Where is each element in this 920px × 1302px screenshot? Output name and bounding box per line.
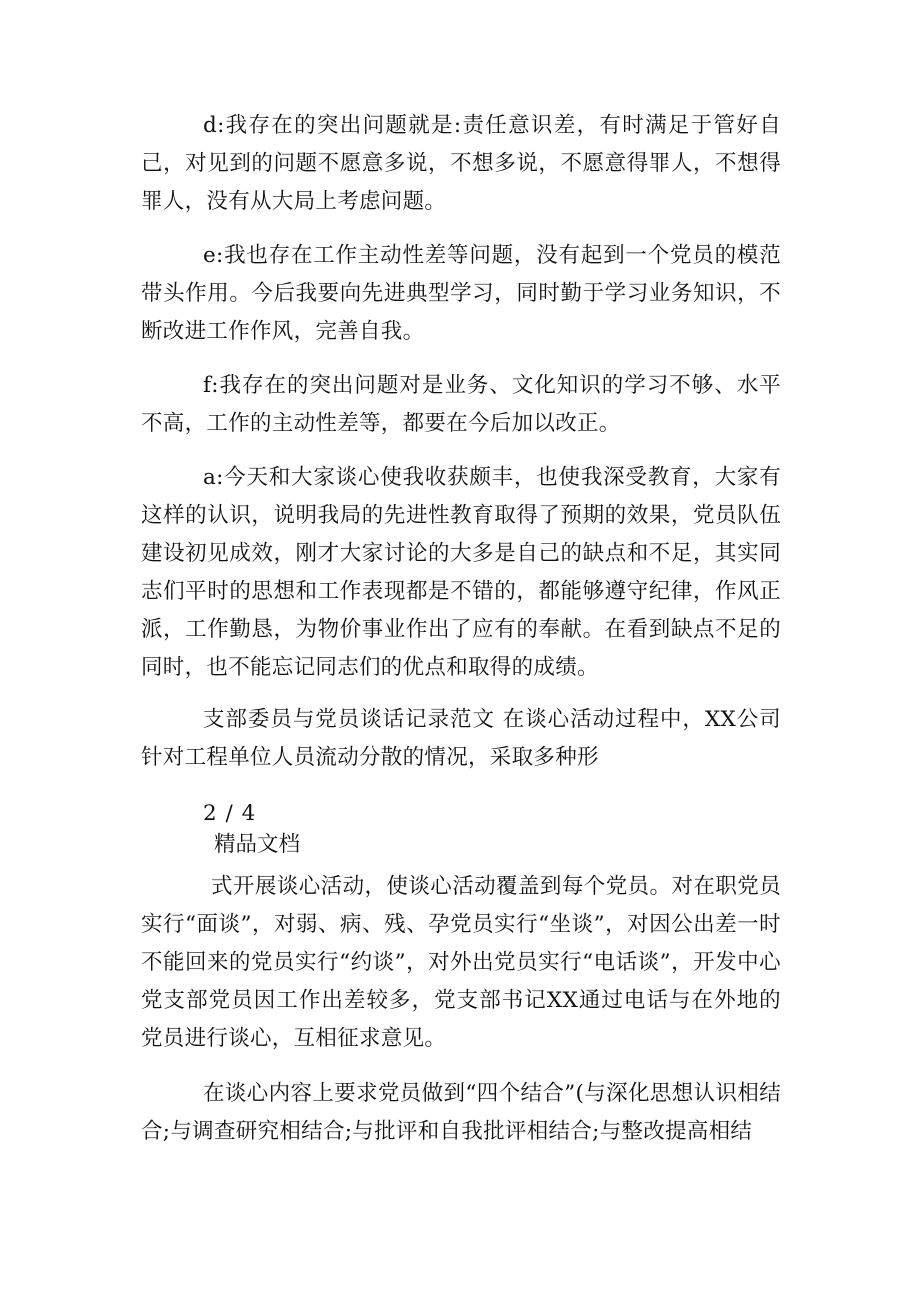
paragraph-branch-sample: 支部委员与党员谈话记录范文 在谈心活动过程中，XX公司针对工程单位人员流动分散的情况，采取多种形 — [141, 707, 781, 770]
paragraph-a: a:今天和大家谈心使我收获颇丰，也使我深受教育，大家有这样的认识，说明我局的先进性教育取得了预期的效果，党员队伍建设初见成效，刚才大家讨论的大多是自己的缺点和不足，其实同志们平时的思想和工作表现都是不错的，都能够遵守纪律，作风正派，工作勤恳，为物价事业作出了应有的奉献。在看到缺点不足的同时，也不能忘记同志们的优点和取得的成绩。 — [141, 465, 781, 680]
document-label: 精品文档 — [214, 832, 301, 857]
paragraph-continued: 式开展谈心活动，使谈心活动覆盖到每个党员。对在职党员实行“面谈”，对弱、病、残、孕党员实行“坐谈”，对因公出差一时不能回来的党员实行“约谈”，对外出党员实行“电话谈”，开发中心党支部党员因工作出差较多，党支部书记XX通过电话与在外地的党员进行谈心，互相征求意见。 — [141, 874, 781, 1051]
paragraph-e: e:我也存在工作主动性差等问题，没有起到一个党员的模范带头作用。今后我要向先进典型学习，同时勤于学习业务知识，不断改进工作作风，完善自我。 — [141, 243, 781, 344]
paragraph-f: f:我存在的突出问题对是业务、文化知识的学习不够、水平不高，工作的主动性差等，都要在今后加以改正。 — [141, 373, 781, 436]
paragraph-d: d:我存在的突出问题就是:责任意识差，有时满足于管好自己，对见到的问题不愿意多说，不想多说，不愿意得罪人，不想得罪人，没有从大局上考虑问题。 — [141, 113, 781, 214]
paragraph-four-combinations: 在谈心内容上要求党员做到“四个结合”(与深化思想认识相结合;与调查研究相结合;与批评和自我批评相结合;与整改提高相结 — [141, 1081, 781, 1144]
page-number: 2 / 4 — [203, 801, 257, 826]
